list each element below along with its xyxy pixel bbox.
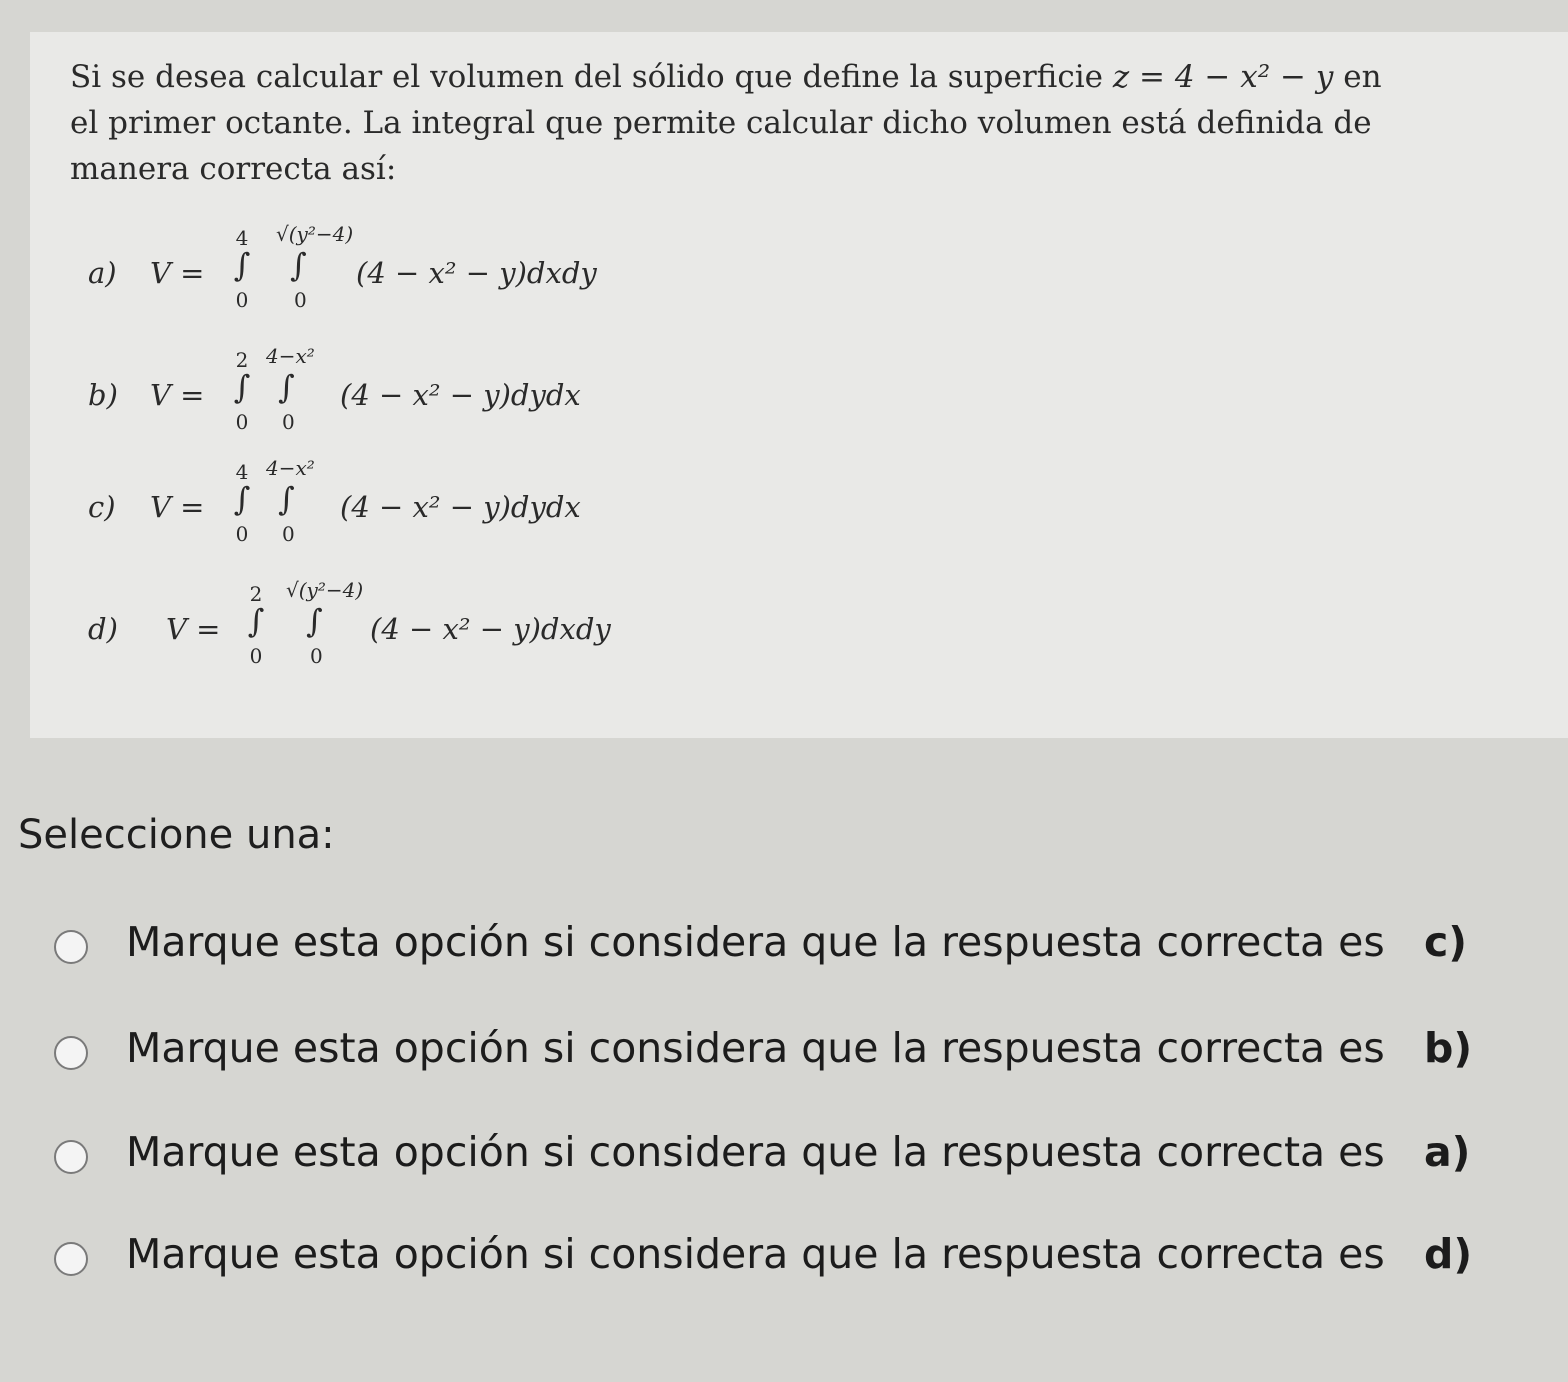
question-line-2: el primer octante. La integral que permite calcular dicho volumen está definida de — [70, 105, 1372, 141]
answer-letter: b) — [1424, 1024, 1473, 1072]
option-lhs: V = — [150, 256, 205, 290]
integrand: (4 − x² − y)dxdy — [370, 612, 611, 646]
integrand: (4 − x² − y)dxdy — [356, 256, 597, 290]
option-a — [88, 216, 988, 326]
inner-integral — [266, 450, 336, 560]
inner-lower-limit: 0 — [282, 410, 295, 434]
question-line-1 — [70, 54, 1450, 100]
inner-lower-limit: 0 — [294, 288, 307, 312]
inner-integral — [276, 216, 366, 326]
outer-upper-limit: 4 — [235, 226, 249, 250]
answer-letter: a) — [1424, 1128, 1471, 1176]
answer-letter: c) — [1424, 918, 1468, 966]
answer-text: Marque esta opción si considera que la respuesta correcta es — [126, 1128, 1385, 1176]
integral-sign: ∫ — [233, 246, 251, 284]
outer-integral — [238, 572, 274, 682]
inner-integral — [266, 338, 336, 448]
radio-button[interactable] — [54, 930, 88, 964]
radio-button[interactable] — [54, 1036, 88, 1070]
inner-upper-limit: 4−x² — [266, 344, 315, 368]
option-lhs: V = — [150, 490, 205, 524]
option-b — [88, 338, 988, 448]
inner-upper-limit: 4−x² — [266, 456, 315, 480]
integral-sign: ∫ — [278, 368, 295, 406]
option-label: b) — [88, 378, 118, 412]
integral-sign: ∫ — [233, 368, 251, 406]
inner-lower-limit: 0 — [310, 644, 323, 668]
inner-upper-limit: √(y²−4) — [286, 578, 364, 602]
integral-sign: ∫ — [278, 480, 295, 518]
select-one-label: Seleccione una: — [18, 812, 335, 858]
option-label: a) — [88, 256, 117, 290]
question-text — [70, 54, 1450, 192]
option-c — [88, 450, 988, 560]
outer-lower-limit: 0 — [235, 288, 249, 312]
outer-integral — [224, 216, 260, 326]
answer-text: Marque esta opción si considera que la respuesta correcta es — [126, 918, 1385, 966]
outer-lower-limit: 0 — [249, 644, 263, 668]
option-d — [88, 572, 988, 682]
question-line-3: manera correcta así: — [70, 151, 397, 187]
question-line-1-text: Si se desea calcular el volumen del sólido que define la superficie — [70, 59, 1103, 95]
option-label: c) — [88, 490, 116, 524]
answer-option-c[interactable] — [54, 918, 1494, 978]
radio-button[interactable] — [54, 1242, 88, 1276]
outer-integral — [224, 450, 260, 560]
integral-sign: ∫ — [290, 246, 307, 284]
outer-upper-limit: 4 — [235, 460, 249, 484]
inner-upper-limit: √(y²−4) — [276, 222, 354, 246]
answer-option-d[interactable] — [54, 1230, 1494, 1290]
outer-lower-limit: 0 — [235, 410, 249, 434]
answer-text: Marque esta opción si considera que la respuesta correcta es — [126, 1230, 1385, 1278]
integrand: (4 − x² − y)dydx — [340, 378, 581, 412]
outer-upper-limit: 2 — [249, 582, 263, 606]
question-line-1-end: en — [1343, 59, 1382, 95]
question-card — [30, 32, 1568, 738]
answer-option-a[interactable] — [54, 1128, 1494, 1188]
option-lhs: V = — [150, 378, 205, 412]
answer-option-b[interactable] — [54, 1024, 1494, 1084]
surface-equation: z = 4 − x² − y — [1112, 59, 1334, 95]
option-lhs: V = — [166, 612, 221, 646]
integral-sign: ∫ — [306, 602, 323, 640]
integral-sign: ∫ — [247, 602, 265, 640]
integral-sign: ∫ — [233, 480, 251, 518]
radio-button[interactable] — [54, 1140, 88, 1174]
outer-upper-limit: 2 — [235, 348, 249, 372]
outer-lower-limit: 0 — [235, 522, 249, 546]
outer-integral — [224, 338, 260, 448]
answer-text: Marque esta opción si considera que la respuesta correcta es — [126, 1024, 1385, 1072]
answer-letter: d) — [1424, 1230, 1473, 1278]
inner-lower-limit: 0 — [282, 522, 295, 546]
integrand: (4 − x² − y)dydx — [340, 490, 581, 524]
inner-integral — [286, 572, 376, 682]
option-label: d) — [88, 612, 118, 646]
